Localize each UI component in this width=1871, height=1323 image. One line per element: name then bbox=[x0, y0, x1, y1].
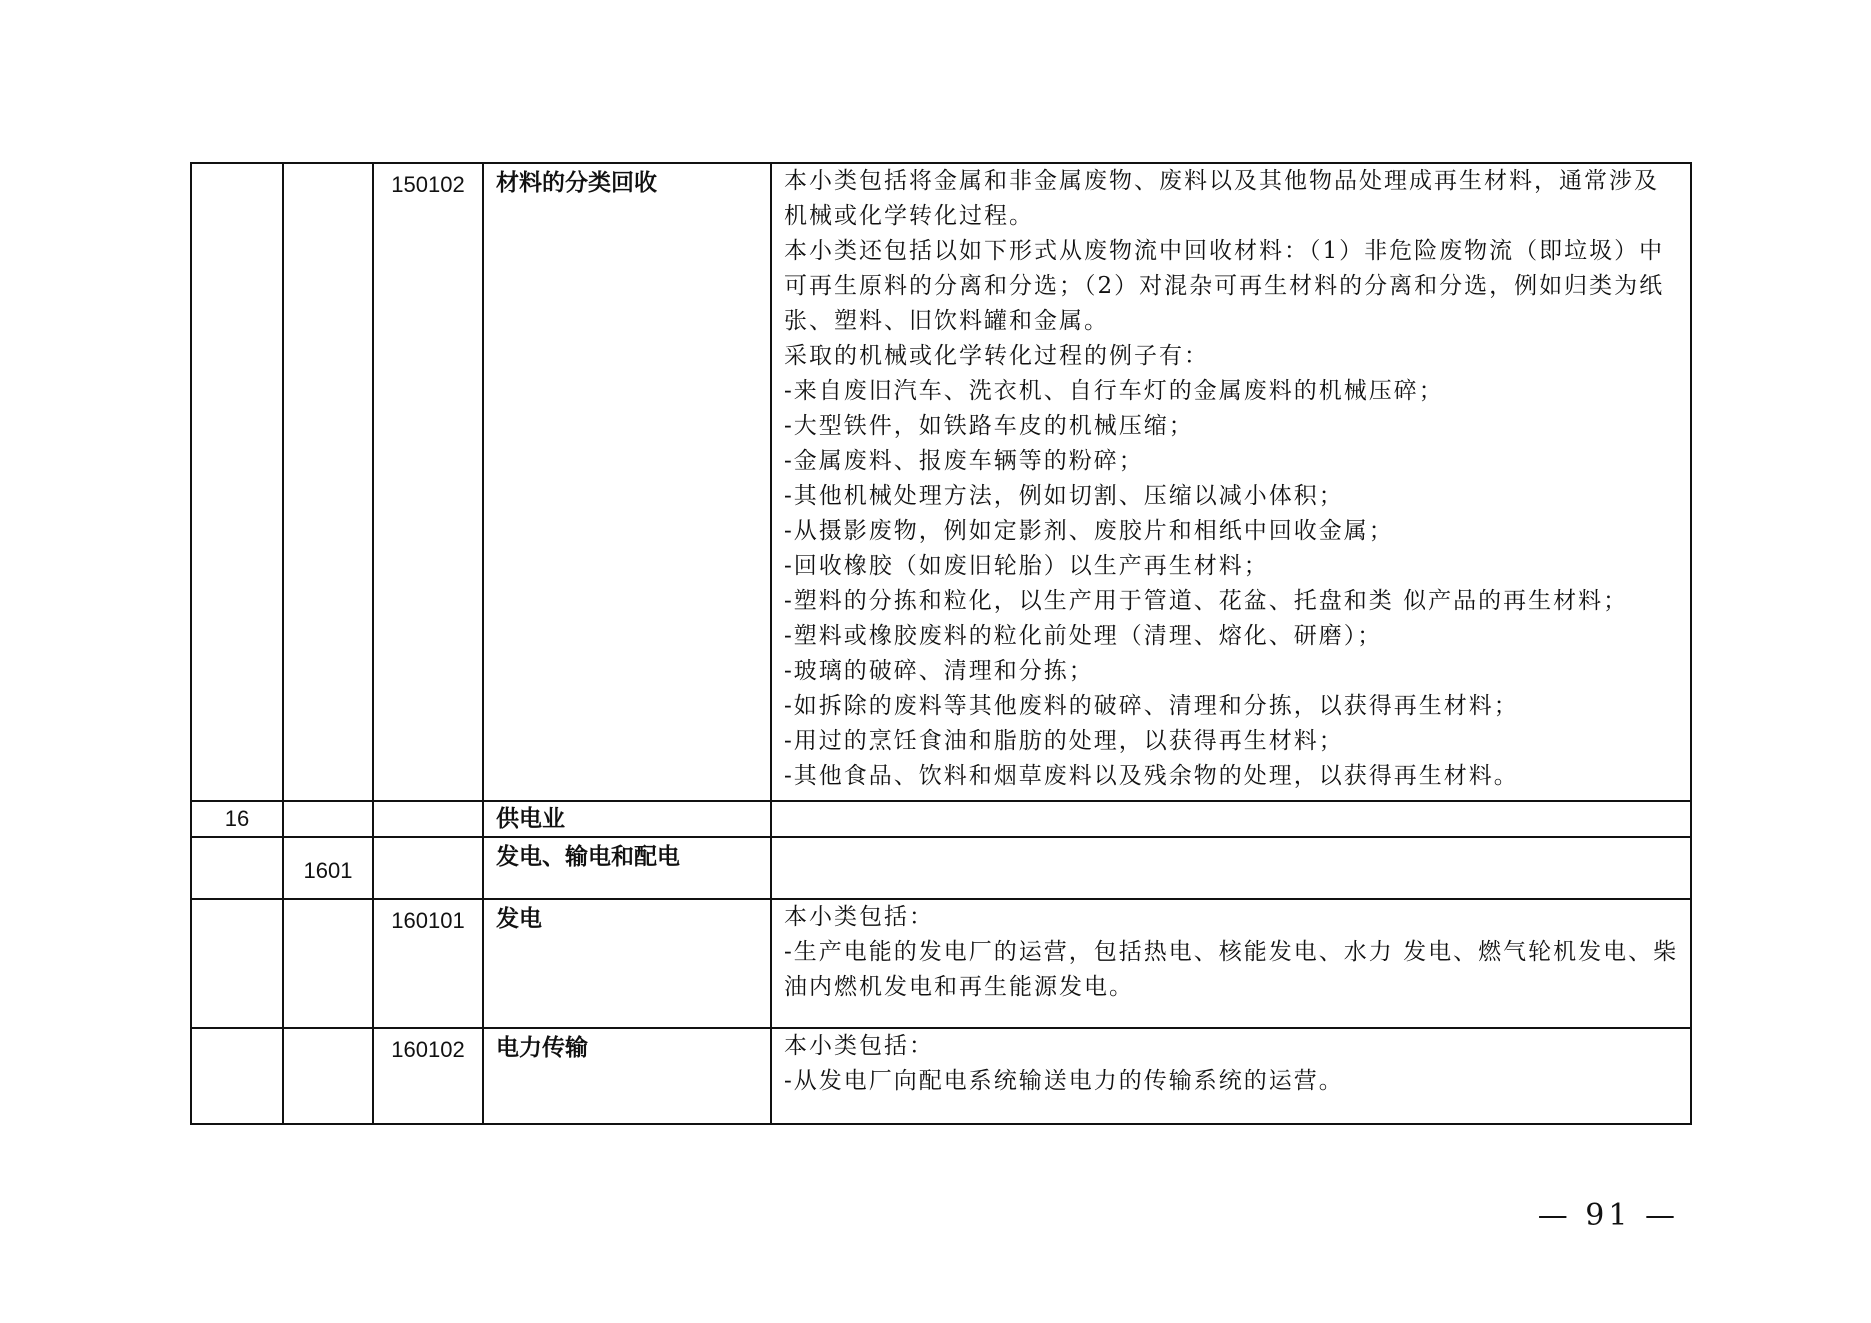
division-cell bbox=[283, 801, 373, 837]
description-text bbox=[772, 164, 1690, 800]
description-line: 本小类包括： bbox=[784, 1033, 934, 1059]
description-line: -其他食品、饮料和烟草废料以及残余物的处理，以获得再生材料。 bbox=[784, 763, 1519, 789]
code-cell: 160102 bbox=[373, 1028, 483, 1124]
description-line: -用过的烹饪食油和脂肪的处理，以获得再生材料； bbox=[784, 728, 1344, 754]
page-number: — 91 — bbox=[1537, 1198, 1679, 1233]
name-cell: 发电 bbox=[483, 899, 771, 1028]
description-line: -其他机械处理方法，例如切割、压缩以减小体积； bbox=[784, 483, 1344, 509]
division-cell bbox=[283, 163, 373, 801]
classification-table bbox=[190, 162, 1692, 1125]
section-cell: 16 bbox=[191, 801, 283, 837]
section-cell bbox=[191, 899, 283, 1028]
name-cell: 供电业 bbox=[483, 801, 771, 837]
division-cell bbox=[283, 1028, 373, 1124]
description-line: -玻璃的破碎、清理和分拣； bbox=[784, 658, 1094, 684]
description-line: -来自废旧汽车、洗衣机、自行车灯的金属废料的机械压碎； bbox=[784, 378, 1444, 404]
description-line: 本小类包括： bbox=[784, 904, 934, 930]
description-cell bbox=[771, 837, 1691, 899]
description-line: -从发电厂向配电系统输送电力的传输系统的运营。 bbox=[784, 1068, 1344, 1094]
description-line: 本小类包括将金属和非金属废物、废料以及其他物品处理成再生材料，通常涉及机械或化学转化过程。 bbox=[784, 168, 1659, 229]
description-line: 采取的机械或化学转化过程的例子有： bbox=[784, 343, 1209, 369]
description-line: -如拆除的废料等其他废料的破碎、清理和分拣，以获得再生材料； bbox=[784, 693, 1519, 719]
description-cell bbox=[771, 1028, 1691, 1124]
section-cell bbox=[191, 163, 283, 801]
description-line: -大型铁件，如铁路车皮的机械压缩； bbox=[784, 413, 1194, 439]
name-cell: 电力传输 bbox=[483, 1028, 771, 1124]
description-line: -塑料的分拣和粒化，以生产用于管道、花盆、托盘和类 似产品的再生材料； bbox=[784, 588, 1629, 614]
description-text bbox=[772, 1029, 1690, 1105]
table-row bbox=[191, 163, 1691, 801]
table-row bbox=[191, 899, 1691, 1028]
section-cell bbox=[191, 1028, 283, 1124]
table-row bbox=[191, 837, 1691, 899]
description-cell bbox=[771, 899, 1691, 1028]
description-line: -生产电能的发电厂的运营，包括热电、核能发电、水力 发电、燃气轮机发电、柴油内燃机发电和再生能源发电。 bbox=[784, 939, 1679, 1000]
table-row bbox=[191, 801, 1691, 837]
code-cell bbox=[373, 837, 483, 899]
description-line: 本小类还包括以如下形式从废物流中回收材料：（1）非危险废物流（即垃圾）中可再生原料的分离和分选；（2）对混杂可再生材料的分离和分选，例如归类为纸张、塑料、旧饮料罐和金属。 bbox=[784, 238, 1665, 334]
description-line: -金属废料、报废车辆等的粉碎； bbox=[784, 448, 1144, 474]
table-row bbox=[191, 1028, 1691, 1124]
description-line: -塑料或橡胶废料的粒化前处理（清理、熔化、研磨）； bbox=[784, 623, 1383, 649]
description-cell bbox=[771, 801, 1691, 837]
description-text bbox=[772, 900, 1690, 1011]
section-cell bbox=[191, 837, 283, 899]
code-cell: 150102 bbox=[373, 163, 483, 801]
division-cell bbox=[283, 899, 373, 1028]
name-cell: 发电、输电和配电 bbox=[483, 837, 771, 899]
description-line: -回收橡胶（如废旧轮胎）以生产再生材料； bbox=[784, 553, 1269, 579]
name-cell: 材料的分类回收 bbox=[483, 163, 771, 801]
code-cell bbox=[373, 801, 483, 837]
description-cell bbox=[771, 163, 1691, 801]
division-cell: 1601 bbox=[283, 837, 373, 899]
code-cell: 160101 bbox=[373, 899, 483, 1028]
description-line: -从摄影废物，例如定影剂、废胶片和相纸中回收金属； bbox=[784, 518, 1394, 544]
